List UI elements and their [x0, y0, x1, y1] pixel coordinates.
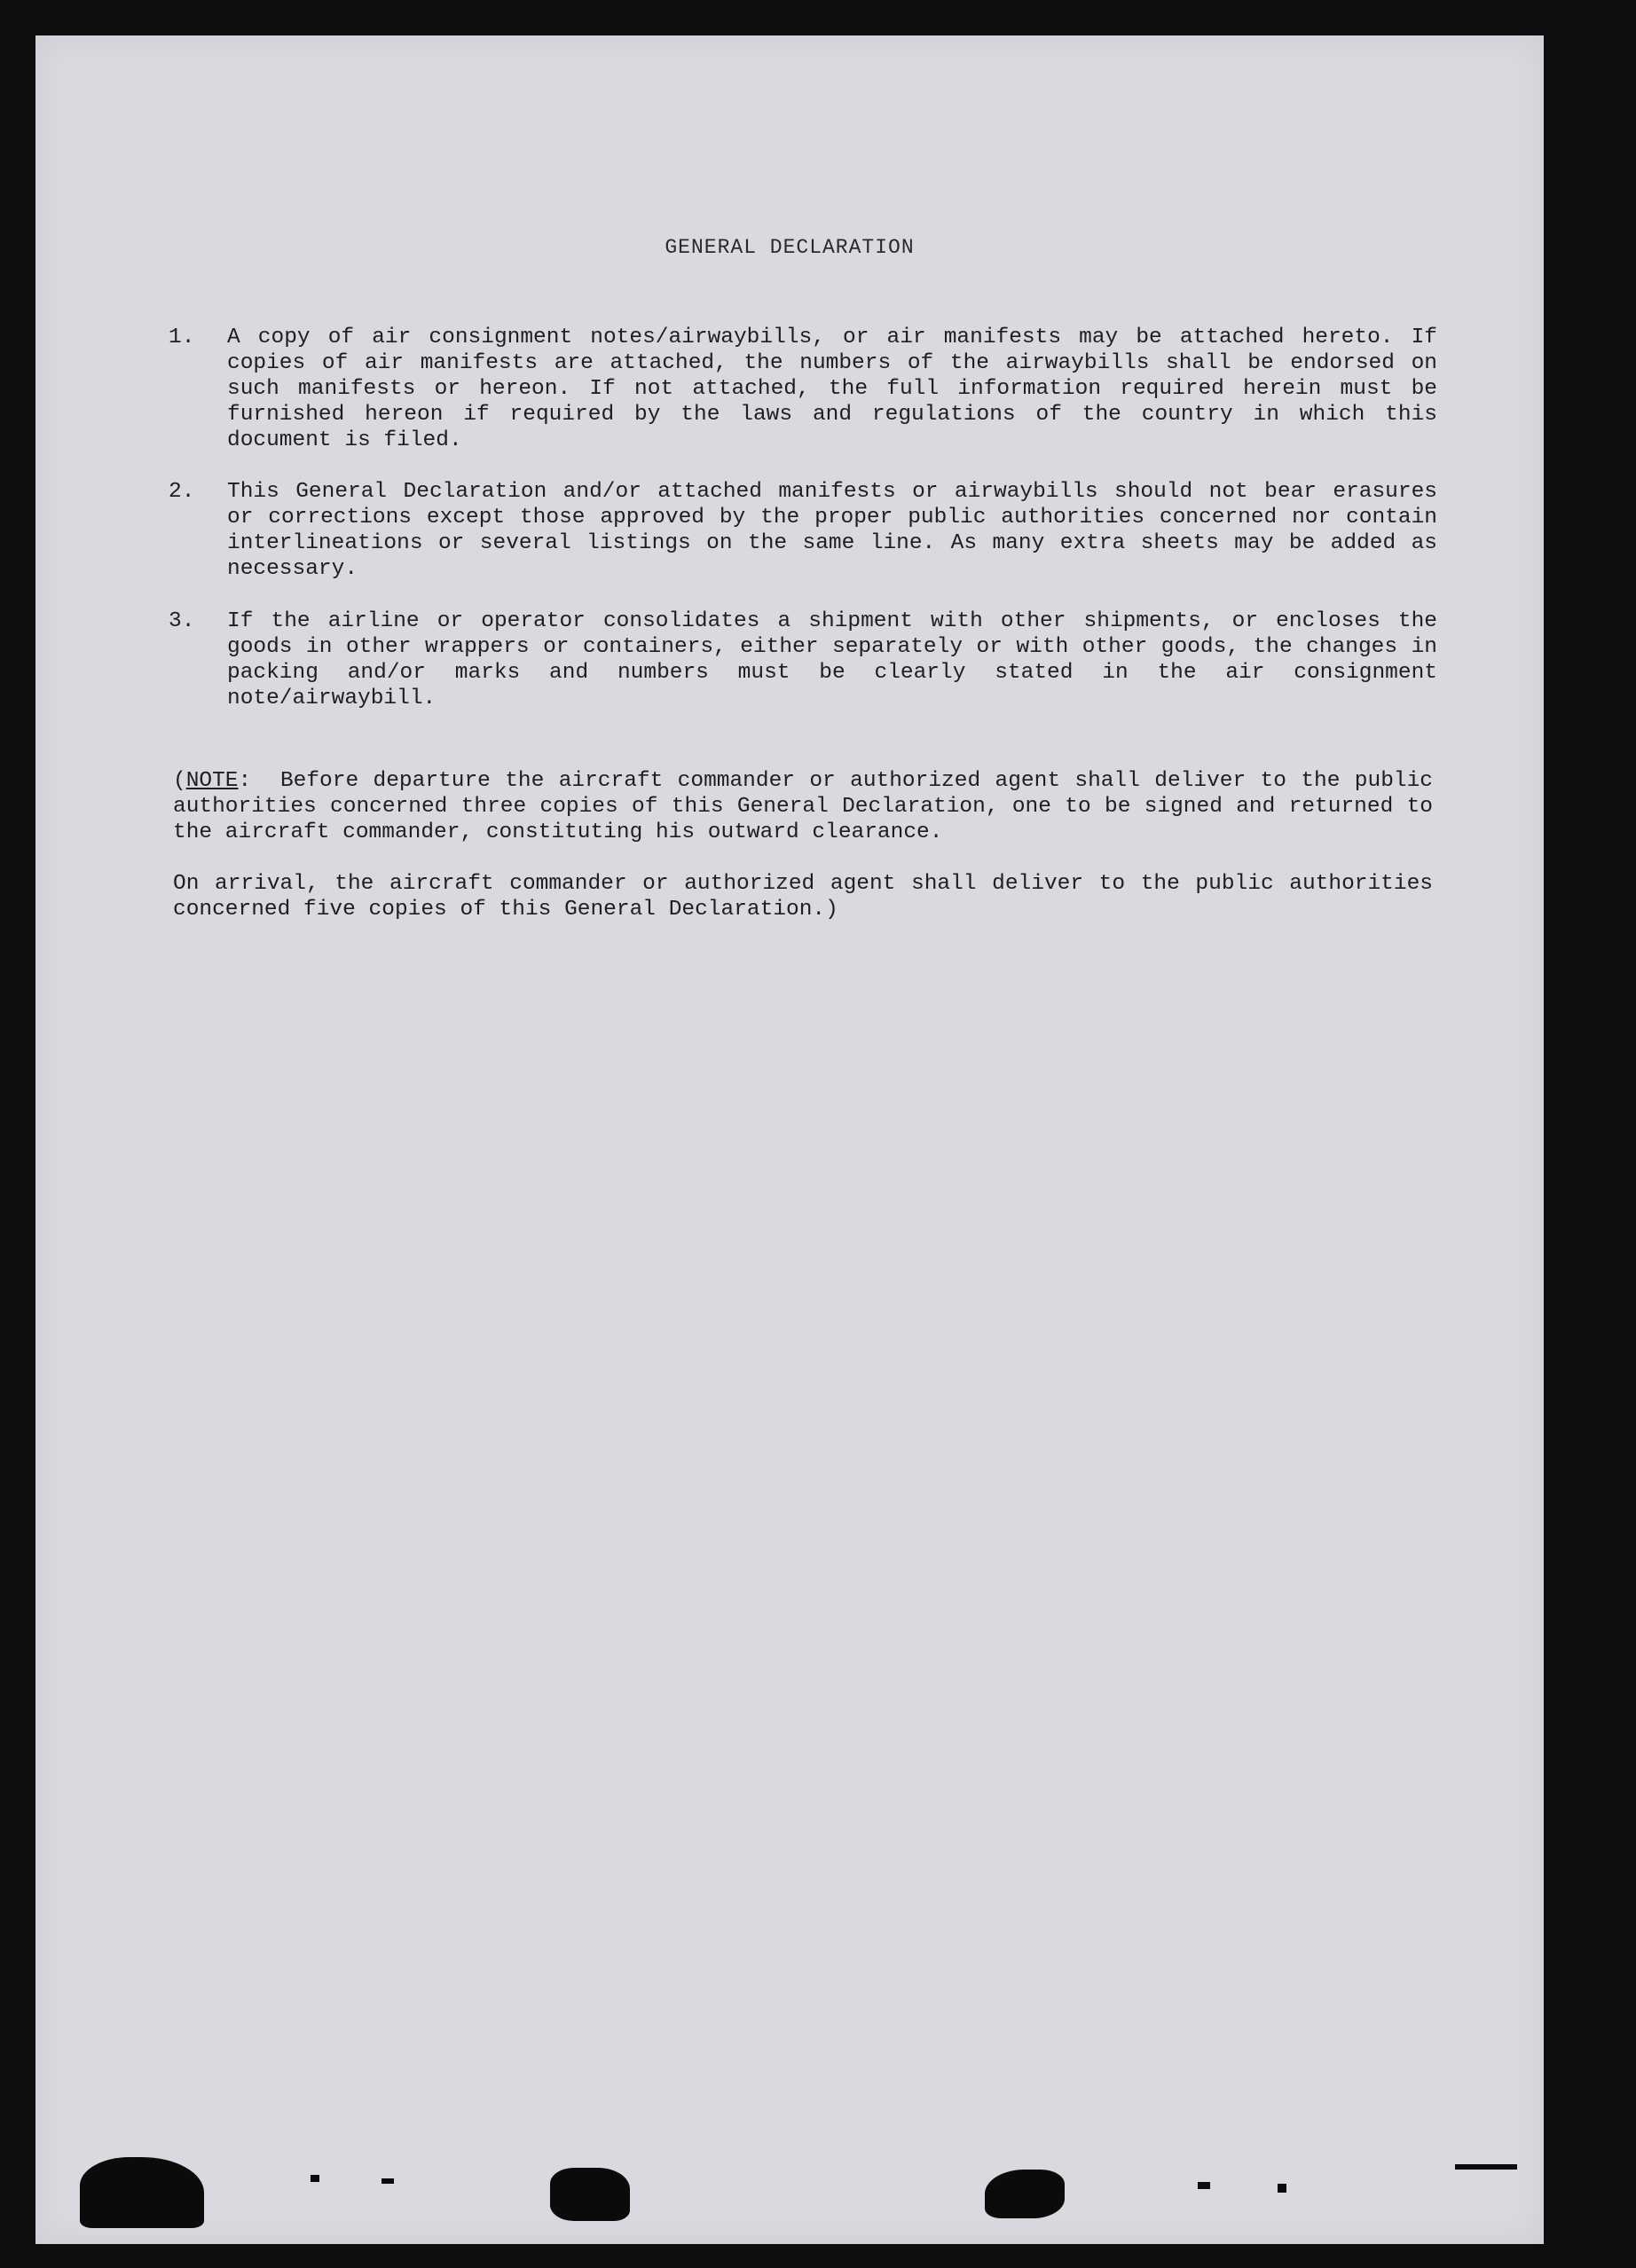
scan-speck — [1455, 2164, 1517, 2170]
item-text: A copy of air consignment notes/airwaybills, or air manifests may be attached hereto. If copies of air manifests are attached, the numbers of the airwaybills shall be endorsed on such manifests or hereon. If not attached, the full information required herein must be furnished hereon if required by the laws and regulations of the country in which this document is filed. — [227, 326, 1437, 452]
document-title: GENERAL DECLARATION — [665, 236, 915, 259]
item-number: 1. — [169, 326, 195, 349]
scan-blot — [550, 2168, 630, 2221]
arrival-text: On arrival, the aircraft commander or authorized agent shall deliver to the public authorities concerned five copies of this General Declaration.) — [173, 872, 1433, 922]
scan-speck — [311, 2175, 319, 2182]
document-page — [35, 35, 1544, 2244]
item-text: This General Declaration and/or attached manifests or airwaybills should not bear erasures or corrections except those approved by the proper public authorities concerned nor contain interlineations or several listings on the same line. As many extra sheets may be added as necessary. — [227, 480, 1437, 581]
scan-speck — [1278, 2184, 1286, 2193]
note-paragraph — [173, 768, 1433, 845]
scan-blot — [80, 2157, 204, 2228]
note-label: NOTE — [185, 769, 239, 793]
note-open-paren: ( — [173, 769, 186, 793]
declaration-item-1 — [169, 325, 1437, 453]
item-number: 3. — [169, 609, 195, 633]
scan-speck — [381, 2178, 394, 2184]
item-number: 2. — [169, 480, 195, 504]
scan-blot — [985, 2170, 1065, 2218]
declaration-item-3 — [169, 608, 1437, 711]
scan-speck — [1198, 2182, 1210, 2189]
note-text: Before departure the aircraft commander or authorized agent shall deliver to the public authorities concerned three copies of this General Declaration, one to be signed and returned to the aircraft commander, constituting his outward clearance. — [173, 769, 1434, 844]
declaration-item-2 — [169, 479, 1437, 582]
item-text: If the airline or operator consolidates a shipment with other shipments, or encloses the goods in other wrappers or containers, either separately or with other goods, the changes in packing and/or marks and numbers must be clearly stated in the air consignment note/airwaybill. — [227, 609, 1437, 710]
arrival-paragraph — [173, 871, 1433, 922]
note-colon: : — [238, 769, 252, 793]
